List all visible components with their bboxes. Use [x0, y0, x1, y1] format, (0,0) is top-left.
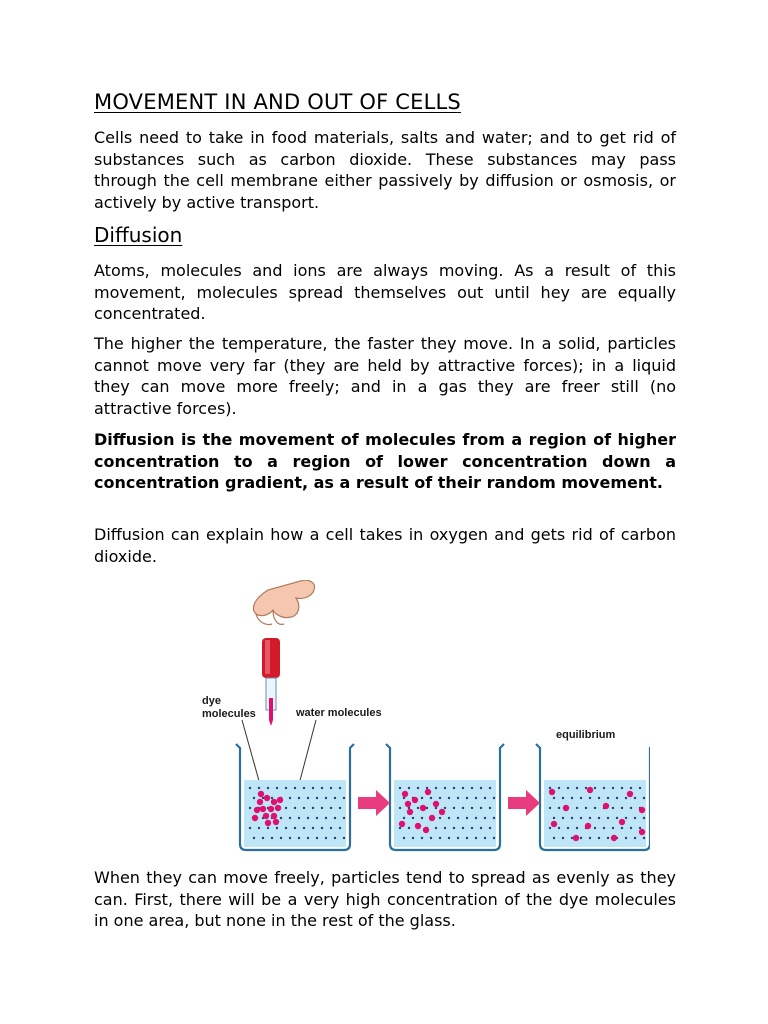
- water-molecule: [448, 817, 450, 819]
- water-molecule: [634, 797, 636, 799]
- beaker-spreading: [386, 744, 504, 850]
- water-molecule: [616, 817, 618, 819]
- water-molecule: [421, 797, 423, 799]
- water-molecule: [480, 827, 482, 829]
- water-molecule: [612, 807, 614, 809]
- water-molecule: [466, 797, 468, 799]
- water-molecule: [412, 817, 414, 819]
- water-molecule: [330, 807, 332, 809]
- water-molecule: [558, 787, 560, 789]
- water-molecule: [330, 787, 332, 789]
- water-molecule: [567, 827, 569, 829]
- water-molecule: [489, 787, 491, 789]
- water-molecule: [343, 797, 345, 799]
- dye-molecule: [271, 813, 277, 819]
- water-molecule: [303, 827, 305, 829]
- water-molecule: [444, 827, 446, 829]
- water-molecule: [493, 797, 495, 799]
- water-molecule: [630, 787, 632, 789]
- dye-molecule: [429, 815, 435, 821]
- water-molecule: [421, 837, 423, 839]
- water-molecule: [621, 807, 623, 809]
- water-molecule: [316, 837, 318, 839]
- water-molecule: [480, 807, 482, 809]
- water-molecule: [453, 787, 455, 789]
- dye-molecule: [585, 823, 591, 829]
- water-molecule: [475, 837, 477, 839]
- water-molecule: [457, 817, 459, 819]
- dye-molecule: [264, 795, 270, 801]
- water-molecule: [493, 817, 495, 819]
- water-molecule: [316, 797, 318, 799]
- dye-molecule: [420, 805, 426, 811]
- water-molecule: [457, 837, 459, 839]
- water-molecule: [616, 797, 618, 799]
- water-molecule: [553, 817, 555, 819]
- water-molecule: [325, 817, 327, 819]
- label-dye-line2: molecules: [202, 708, 256, 720]
- dye-molecule: [619, 819, 625, 825]
- water-molecule: [553, 797, 555, 799]
- water-molecule: [453, 807, 455, 809]
- water-molecule: [298, 797, 300, 799]
- dye-molecule: [433, 801, 439, 807]
- water-molecule: [444, 787, 446, 789]
- water-fill: [244, 780, 346, 847]
- water-molecule: [276, 787, 278, 789]
- dye-molecule: [425, 789, 431, 795]
- paragraph-temperature: The higher the temperature, the faster they move. In a solid, particles cannot move very far (they are held by attractive forces); in a liquid they can move more freely; and in a gas they are freer still (no attractive forces).: [94, 334, 676, 418]
- water-fill: [544, 780, 646, 847]
- water-molecule: [303, 787, 305, 789]
- dye-molecule: [265, 820, 271, 826]
- section-heading-diffusion: Diffusion: [94, 223, 183, 247]
- water-molecule: [471, 827, 473, 829]
- dye-molecule: [549, 789, 555, 795]
- water-molecule: [643, 797, 645, 799]
- water-molecule: [576, 787, 578, 789]
- water-molecule: [466, 817, 468, 819]
- water-molecule: [253, 837, 255, 839]
- dye-molecule: [402, 791, 408, 797]
- water-molecule: [334, 797, 336, 799]
- water-molecule: [576, 827, 578, 829]
- dye-molecule: [263, 813, 269, 819]
- dye-molecule: [415, 823, 421, 829]
- dye-molecule: [254, 807, 260, 813]
- water-molecule: [417, 787, 419, 789]
- water-molecule: [607, 837, 609, 839]
- arrow-right-icon: [508, 790, 540, 816]
- dye-molecule: [639, 807, 645, 813]
- dye-molecule: [257, 799, 263, 805]
- water-molecule: [598, 817, 600, 819]
- dye-molecule: [405, 801, 411, 807]
- water-molecule: [580, 837, 582, 839]
- water-molecule: [471, 807, 473, 809]
- water-molecule: [549, 807, 551, 809]
- water-molecule: [580, 797, 582, 799]
- water-molecule: [475, 797, 477, 799]
- water-molecule: [325, 837, 327, 839]
- water-molecule: [603, 827, 605, 829]
- water-molecule: [334, 817, 336, 819]
- water-molecule: [408, 827, 410, 829]
- dye-molecule: [407, 809, 413, 815]
- water-molecule: [276, 827, 278, 829]
- water-molecule: [339, 807, 341, 809]
- water-molecule: [325, 797, 327, 799]
- water-molecule: [444, 807, 446, 809]
- water-molecule: [562, 837, 564, 839]
- water-molecule: [462, 827, 464, 829]
- water-molecule: [285, 787, 287, 789]
- water-molecule: [330, 827, 332, 829]
- water-molecule: [594, 827, 596, 829]
- water-molecule: [643, 837, 645, 839]
- water-molecule: [439, 837, 441, 839]
- dye-molecule: [277, 797, 283, 803]
- water-molecule: [316, 817, 318, 819]
- water-molecule: [462, 807, 464, 809]
- water-molecule: [448, 837, 450, 839]
- water-molecule: [439, 817, 441, 819]
- water-molecule: [612, 827, 614, 829]
- water-molecule: [603, 787, 605, 789]
- water-molecule: [289, 837, 291, 839]
- page-title: MOVEMENT IN AND OUT OF CELLS: [94, 90, 461, 114]
- water-molecule: [399, 807, 401, 809]
- water-molecule: [471, 787, 473, 789]
- water-molecule: [321, 787, 323, 789]
- water-molecule: [294, 827, 296, 829]
- intro-paragraph: Cells need to take in food materials, salts and water; and to get rid of substances such as carbon dioxide. These substances may pass through the cell membrane either passively by diffusion or osmosis, or actively by active transport.: [94, 128, 676, 212]
- diffusion-definition: Diffusion is the movement of molecules from a region of higher concentration to a region of lower concentration down a concentration gradient, as a result of their random movement.: [94, 430, 676, 492]
- dye-molecule: [258, 791, 264, 797]
- water-molecule: [558, 827, 560, 829]
- hand-icon: [253, 580, 314, 625]
- water-molecule: [630, 807, 632, 809]
- water-molecule: [594, 787, 596, 789]
- water-molecule: [580, 817, 582, 819]
- water-molecule: [339, 787, 341, 789]
- dye-molecule: [275, 805, 281, 811]
- water-molecule: [280, 837, 282, 839]
- water-molecule: [280, 817, 282, 819]
- water-molecule: [643, 817, 645, 819]
- arrow-right-icon: [358, 790, 390, 816]
- water-molecule: [589, 837, 591, 839]
- beaker-initial: [236, 744, 354, 850]
- water-molecule: [289, 817, 291, 819]
- water-molecule: [258, 787, 260, 789]
- water-molecule: [484, 817, 486, 819]
- dye-molecule: [551, 821, 557, 827]
- water-molecule: [625, 797, 627, 799]
- dye-molecule: [587, 787, 593, 793]
- water-molecule: [262, 837, 264, 839]
- water-molecule: [589, 817, 591, 819]
- water-molecule: [489, 807, 491, 809]
- water-molecule: [303, 807, 305, 809]
- water-molecule: [462, 787, 464, 789]
- dye-molecule: [399, 821, 405, 827]
- water-molecule: [403, 837, 405, 839]
- water-molecule: [448, 797, 450, 799]
- water-molecule: [321, 807, 323, 809]
- water-molecule: [339, 827, 341, 829]
- dye-molecule: [611, 835, 617, 841]
- water-molecule: [321, 827, 323, 829]
- water-molecule: [589, 797, 591, 799]
- diffusion-diagram-svg: [90, 580, 650, 860]
- water-molecule: [412, 837, 414, 839]
- water-molecule: [621, 787, 623, 789]
- water-molecule: [435, 827, 437, 829]
- water-molecule: [576, 807, 578, 809]
- dye-molecule: [639, 829, 645, 835]
- water-molecule: [298, 837, 300, 839]
- water-molecule: [607, 817, 609, 819]
- water-molecule: [466, 837, 468, 839]
- water-molecule: [267, 827, 269, 829]
- water-molecule: [399, 787, 401, 789]
- water-molecule: [484, 837, 486, 839]
- label-equilibrium: equilibrium: [556, 729, 616, 741]
- water-molecule: [417, 807, 419, 809]
- dye-molecule: [260, 806, 266, 812]
- dye-molecule: [439, 809, 445, 815]
- water-molecule: [249, 787, 251, 789]
- water-molecule: [343, 837, 345, 839]
- water-molecule: [294, 787, 296, 789]
- dye-molecule: [273, 819, 279, 825]
- water-molecule: [435, 787, 437, 789]
- water-molecule: [475, 817, 477, 819]
- dye-molecule: [423, 827, 429, 833]
- water-molecule: [612, 787, 614, 789]
- water-molecule: [585, 807, 587, 809]
- water-molecule: [312, 807, 314, 809]
- water-molecule: [312, 787, 314, 789]
- label-water-molecules: water molecules: [296, 707, 382, 719]
- water-molecule: [271, 797, 273, 799]
- water-molecule: [553, 837, 555, 839]
- water-molecule: [489, 827, 491, 829]
- dropper-icon: [262, 638, 280, 726]
- water-molecule: [558, 807, 560, 809]
- water-molecule: [585, 787, 587, 789]
- water-molecule: [598, 797, 600, 799]
- water-molecule: [343, 817, 345, 819]
- water-molecule: [298, 817, 300, 819]
- water-molecule: [562, 797, 564, 799]
- dye-molecule: [627, 791, 633, 797]
- paragraph-atoms-moving: Atoms, molecules and ions are always moving. As a result of this movement, molecules spread themselves out until hey are equally concentrated.: [94, 261, 676, 323]
- water-molecule: [625, 837, 627, 839]
- water-molecule: [430, 837, 432, 839]
- water-molecule: [571, 817, 573, 819]
- water-molecule: [312, 827, 314, 829]
- label-dye-line1: dye: [202, 695, 221, 707]
- water-molecule: [307, 817, 309, 819]
- water-molecule: [571, 797, 573, 799]
- water-molecule: [549, 827, 551, 829]
- water-molecule: [598, 837, 600, 839]
- pointer-line-water: [298, 720, 316, 788]
- water-molecule: [399, 827, 401, 829]
- water-molecule: [639, 787, 641, 789]
- water-molecule: [634, 837, 636, 839]
- water-molecule: [457, 797, 459, 799]
- water-molecule: [408, 787, 410, 789]
- water-molecule: [430, 797, 432, 799]
- water-molecule: [307, 837, 309, 839]
- water-molecule: [493, 837, 495, 839]
- beaker-equilibrium: [536, 744, 650, 850]
- dye-molecule: [268, 806, 274, 812]
- diffusion-diagram: [90, 580, 650, 860]
- water-molecule: [607, 797, 609, 799]
- water-molecule: [453, 827, 455, 829]
- dye-molecule: [412, 797, 418, 803]
- water-molecule: [271, 837, 273, 839]
- water-molecule: [307, 797, 309, 799]
- water-molecule: [421, 817, 423, 819]
- water-molecule: [480, 787, 482, 789]
- dye-molecule: [563, 805, 569, 811]
- water-molecule: [625, 817, 627, 819]
- water-molecule: [267, 787, 269, 789]
- water-molecule: [549, 787, 551, 789]
- water-molecule: [630, 827, 632, 829]
- water-molecule: [249, 827, 251, 829]
- water-molecule: [334, 837, 336, 839]
- dye-molecule: [271, 799, 277, 805]
- dye-molecule: [252, 815, 258, 821]
- water-molecule: [249, 807, 251, 809]
- water-molecule: [562, 817, 564, 819]
- dye-molecule: [573, 835, 579, 841]
- water-molecule: [285, 807, 287, 809]
- water-molecule: [253, 797, 255, 799]
- water-molecule: [439, 797, 441, 799]
- water-molecule: [289, 797, 291, 799]
- water-molecule: [567, 787, 569, 789]
- paragraph-oxygen: Diffusion can explain how a cell takes in oxygen and gets rid of carbon dioxide.: [94, 525, 676, 566]
- dye-molecule: [603, 803, 609, 809]
- water-molecule: [621, 827, 623, 829]
- water-molecule: [258, 827, 260, 829]
- water-molecule: [294, 807, 296, 809]
- water-molecule: [484, 797, 486, 799]
- water-molecule: [639, 827, 641, 829]
- water-molecule: [285, 827, 287, 829]
- water-molecule: [403, 817, 405, 819]
- water-molecule: [634, 817, 636, 819]
- water-molecule: [594, 807, 596, 809]
- paragraph-spread-evenly: When they can move freely, particles tend to spread as evenly as they can. First, there will be a very high concentration of the dye molecules in one area, but none in the rest of the glass.: [94, 868, 676, 930]
